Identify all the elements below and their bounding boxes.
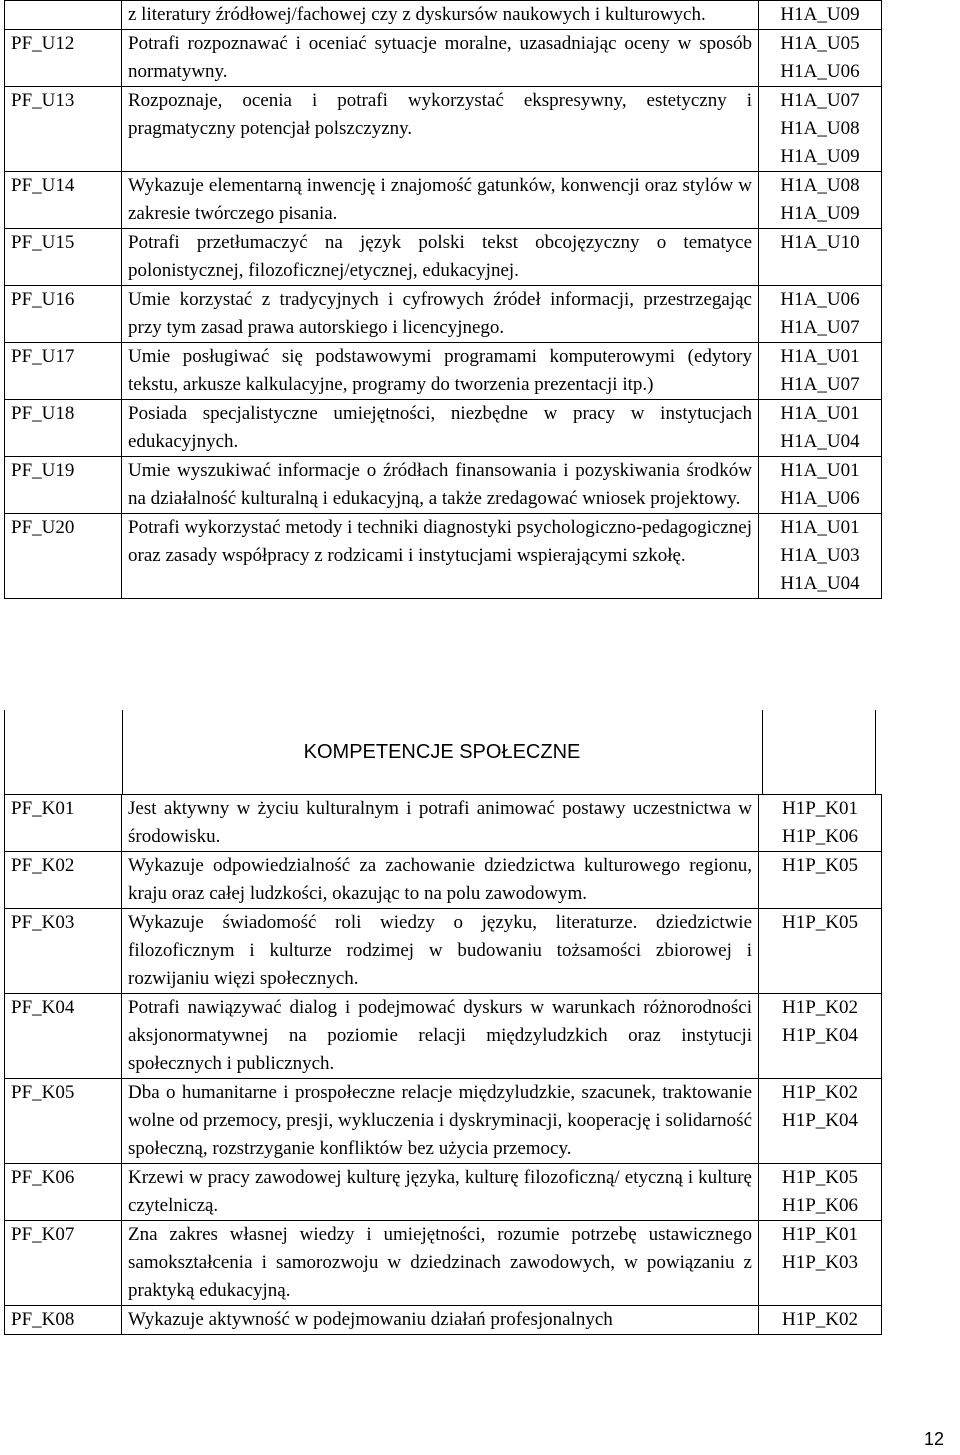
column-divider (762, 710, 763, 794)
reference-codes (759, 909, 882, 994)
outcome-description: Wykazuje elementarną inwencję i znajomość gatunków, konwencji oraz stylów w zakresie twórczego pisania. (122, 172, 759, 229)
reference-code: H1P_K05 (781, 855, 858, 876)
table-row (5, 229, 882, 286)
outcome-description: Umie posługiwać się podstawowymi programami komputerowymi (edytory tekstu, arkusze kalkulacyjne, programy do tworzenia prezentacji itp.) (122, 343, 759, 400)
reference-code: H1P_K06 (781, 1195, 858, 1216)
table-row (5, 286, 882, 343)
reference-code: H1A_U06 (780, 289, 860, 310)
reference-code: H1P_K02 (781, 1082, 858, 1103)
outcome-description: Potrafi wykorzystać metody i techniki diagnostyki psychologiczno-pedagogicznej oraz zasady współpracy z rodzicami i instytucjami wspierającymi szkołę. (122, 514, 759, 599)
table-row (5, 994, 882, 1079)
outcome-description: Posiada specjalistyczne umiejętności, niezbędne w pracy w instytucjach edukacyjnych. (122, 400, 759, 457)
table-row (5, 87, 882, 172)
outcome-description: Jest aktywny w życiu kulturalnym i potrafi animować postawy uczestnictwa w środowisku. (122, 795, 759, 852)
reference-code: H1A_U08 (780, 118, 860, 139)
reference-code: H1A_U04 (780, 573, 860, 594)
outcome-code: PF_U19 (5, 457, 122, 514)
reference-codes (759, 286, 882, 343)
outcome-description: Umie korzystać z tradycyjnych i cyfrowych źródeł informacji, przestrzegając przy tym zasad prawa autorskiego i licencyjnego. (122, 286, 759, 343)
reference-code: H1P_K05 (781, 912, 858, 933)
outcome-code: PF_K03 (5, 909, 122, 994)
outcome-code: PF_K05 (5, 1079, 122, 1164)
reference-code: H1A_U07 (780, 317, 860, 338)
outcome-code: PF_K06 (5, 1164, 122, 1221)
table-row (5, 457, 882, 514)
reference-code: H1A_U08 (780, 175, 860, 196)
reference-code: H1A_U05 (780, 33, 860, 54)
reference-code: H1P_K05 (781, 1167, 858, 1188)
reference-codes (759, 229, 882, 286)
reference-code: H1A_U07 (780, 374, 860, 395)
reference-code: H1P_K01 (781, 1224, 858, 1245)
table-row (5, 852, 882, 909)
section-heading-row (4, 710, 876, 794)
outcome-code: PF_K01 (5, 795, 122, 852)
outcome-code: PF_K02 (5, 852, 122, 909)
table-row (5, 172, 882, 229)
reference-code: H1A_U07 (780, 90, 860, 111)
reference-code: H1P_K06 (781, 826, 858, 847)
reference-code: H1P_K01 (781, 798, 858, 819)
outcome-description: z literatury źródłowej/fachowej czy z dyskursów naukowych i kulturowych. (122, 1, 759, 30)
outcome-code: PF_U12 (5, 30, 122, 87)
reference-code: H1A_U01 (780, 517, 860, 538)
reference-codes (759, 172, 882, 229)
outcome-description: Potrafi rozpoznawać i oceniać sytuacje moralne, uzasadniając oceny w sposób normatywny. (122, 30, 759, 87)
table-row (5, 909, 882, 994)
table-row (5, 1079, 882, 1164)
reference-code: H1A_U09 (780, 146, 860, 167)
outcome-description: Rozpoznaje, ocenia i potrafi wykorzystać ekspresywny, estetyczny i pragmatyczny potencjał polszczyzny. (122, 87, 759, 172)
reference-codes (759, 1079, 882, 1164)
outcome-code: PF_K08 (5, 1306, 122, 1335)
outcome-code (5, 1, 122, 30)
reference-codes (759, 1306, 882, 1335)
outcome-description: Dba o humanitarne i prospołeczne relacje międzyludzkie, szacunek, traktowanie wolne od przemocy, presji, wykluczenia i dyskryminacji, kooperację i solidarność społeczną, rozstrzyganie konfliktów bez użycia przemocy. (122, 1079, 759, 1164)
reference-codes (759, 514, 882, 599)
outcome-description: Wykazuje aktywność w podejmowaniu działań profesjonalnych (122, 1306, 759, 1335)
reference-codes (759, 343, 882, 400)
reference-code: H1A_U03 (780, 545, 860, 566)
reference-code: H1P_K03 (781, 1252, 858, 1273)
outcome-code: PF_U18 (5, 400, 122, 457)
reference-codes (759, 457, 882, 514)
skills-table (4, 0, 882, 599)
outcome-description: Wykazuje odpowiedzialność za zachowanie dziedzictwa kulturowego regionu, kraju oraz całej ludzkości, okazując to na polu zawodowym. (122, 852, 759, 909)
outcome-description: Zna zakres własnej wiedzy i umiejętności, rozumie potrzebę ustawicznego samokształcenia i samorozwoju w dziedzinach zawodowych, w powiązaniu z praktyką edukacyjną. (122, 1221, 759, 1306)
section-heading: KOMPETENCJE SPOŁECZNE (303, 741, 581, 763)
reference-codes (759, 994, 882, 1079)
outcome-description: Potrafi nawiązywać dialog i podejmować dyskurs w warunkach różnorodności aksjonormatywnej na poziomie relacji międzyludzkich oraz instytucji społecznych i publicznych. (122, 994, 759, 1079)
outcome-code: PF_U20 (5, 514, 122, 599)
outcome-code: PF_K07 (5, 1221, 122, 1306)
reference-codes (759, 30, 882, 87)
table-row (5, 795, 882, 852)
outcome-description: Umie wyszukiwać informacje o źródłach finansowania i pozyskiwania środków na działalność kulturalną i edukacyjną, a także zredagować wniosek projektowy. (122, 457, 759, 514)
table-row (5, 514, 882, 599)
reference-codes (759, 1164, 882, 1221)
reference-code: H1P_K04 (781, 1110, 858, 1131)
reference-code: H1P_K02 (781, 997, 858, 1018)
reference-code: H1A_U01 (780, 346, 860, 367)
table-row (5, 400, 882, 457)
table-row (5, 30, 882, 87)
reference-codes (759, 87, 882, 172)
reference-codes (759, 400, 882, 457)
outcome-code: PF_U15 (5, 229, 122, 286)
reference-codes (759, 1221, 882, 1306)
reference-code: H1A_U10 (780, 232, 860, 253)
reference-code: H1A_U01 (780, 403, 860, 424)
reference-codes (759, 1, 882, 30)
reference-code: H1P_K02 (781, 1309, 858, 1330)
reference-codes (759, 852, 882, 909)
outcome-code: PF_U16 (5, 286, 122, 343)
outcome-description: Potrafi przetłumaczyć na język polski tekst obcojęzyczny o tematyce polonistycznej, filozoficznej/etycznej, edukacyjnej. (122, 229, 759, 286)
social-competences-table (4, 794, 882, 1335)
outcome-description: Krzewi w pracy zawodowej kulturę języka, kulturę filozoficzną/ etyczną i kulturę czytelniczą. (122, 1164, 759, 1221)
reference-code: H1A_U04 (780, 431, 860, 452)
reference-code: H1A_U06 (780, 61, 860, 82)
reference-code: H1A_U01 (780, 460, 860, 481)
table-row (5, 1, 882, 30)
table-row (5, 343, 882, 400)
outcome-code: PF_U17 (5, 343, 122, 400)
outcome-description: Wykazuje świadomość roli wiedzy o języku, literaturze. dziedzictwie filozoficznym i kulturze rodzimej w budowaniu tożsamości zbiorowej i rozwijaniu więzi społecznych. (122, 909, 759, 994)
outcome-code: PF_K04 (5, 994, 122, 1079)
reference-code: H1A_U09 (780, 4, 860, 25)
page-number: 12 (923, 1429, 944, 1449)
table-row (5, 1306, 882, 1335)
reference-code: H1P_K04 (781, 1025, 858, 1046)
reference-code: H1A_U09 (780, 203, 860, 224)
reference-codes (759, 795, 882, 852)
table-row (5, 1221, 882, 1306)
table-row (5, 1164, 882, 1221)
outcome-code: PF_U14 (5, 172, 122, 229)
outcome-code: PF_U13 (5, 87, 122, 172)
reference-code: H1A_U06 (780, 488, 860, 509)
